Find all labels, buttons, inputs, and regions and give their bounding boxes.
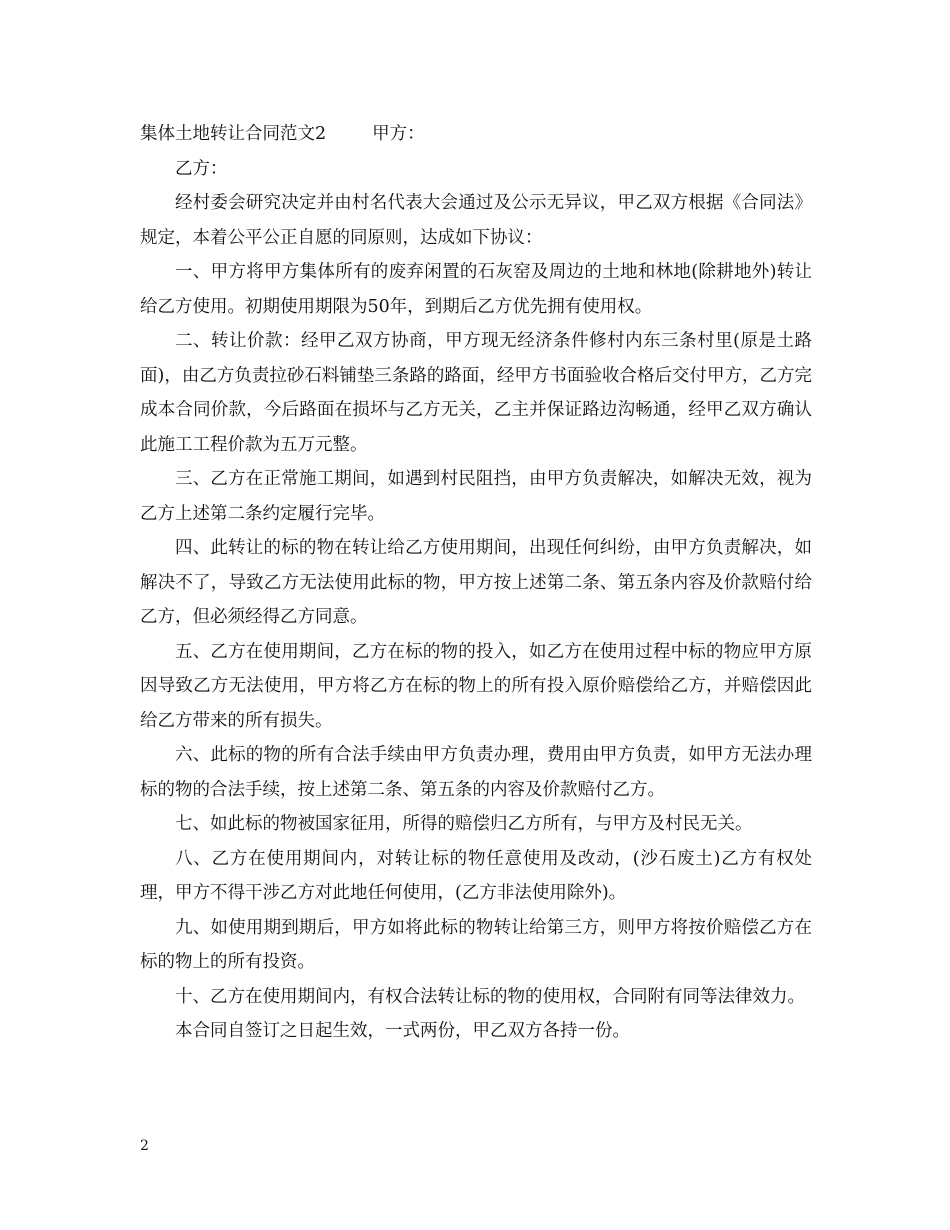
party-a-label: 甲方： (372, 124, 425, 144)
title-line (140, 117, 812, 152)
clause-2: 二、转让价款：经甲乙双方协商，甲方现无经济条件修村内东三条村里(原是土路面)，由乙方负责拉砂石料铺垫三条路的路面，经甲方书面验收合格后交付甲方，乙方完成本合同价款，今后路面在损坏与乙方无关，乙主并保证路边沟畅通，经甲乙双方确认此施工工程价款为五万元整。 (140, 331, 812, 455)
clause-7: 七、如此标的物被国家征用，所得的赔偿归乙方所有，与甲方及村民无关。 (175, 814, 753, 834)
preamble-paragraph: 经村委会研究决定并由村名代表大会通过及公示无异议，甲乙双方根据《合同法》规定，本着公平公正自愿的同原则，达成如下协议： (140, 193, 812, 248)
page-number: 2 (140, 1138, 149, 1154)
clause-4: 四、此转让的标的物在转让给乙方使用期间，出现任何纠纷，由甲方负责解决，如解决不了，导致乙方无法使用此标的物，甲方按上述第二条、第五条内容及价款赔付给乙方，但必须经得乙方同意。 (140, 538, 812, 627)
party-b-label: 乙方： (175, 158, 228, 179)
clause-9: 九、如使用期到期后，甲方如将此标的物转让给第三方，则甲方将按价赔偿乙方在标的物上的所有投资。 (140, 917, 812, 972)
clause-10: 十、乙方在使用期间内，有权合法转让标的物的使用权，合同附有同等法律效力。 (175, 986, 805, 1007)
clause-1: 一、甲方将甲方集体所有的废弃闲置的石灰窑及周边的土地和林地(除耕地外)转让给乙方使用。初期使用期限为50年，到期后乙方优先拥有使用权。 (140, 262, 812, 317)
closing-paragraph: 本合同自签订之日起生效，一式两份，甲乙双方各持一份。 (175, 1021, 630, 1041)
clause-8: 八、乙方在使用期间内，对转让标的物任意使用及改动，(沙石废土)乙方有权处理，甲方不得干涉乙方对此地任何使用，(乙方非法使用除外)。 (140, 848, 812, 903)
clause-5: 五、乙方在使用期间，乙方在标的物的投入，如乙方在使用过程中标的物应甲方原因导致乙方无法使用，甲方将乙方在标的物上的所有投入原价赔偿给乙方，并赔偿因此给乙方带来的所有损失。 (140, 641, 812, 731)
clause-3: 三、乙方在正常施工期间，如遇到村民阻挡，由甲方负责解决，如解决无效，视为乙方上述第二条约定履行完毕。 (140, 469, 812, 524)
clause-6: 六、此标的物的所有合法手续由甲方负责办理，费用由甲方负责，如甲方无法办理标的物的合法手续，按上述第二条、第五条的内容及价款赔付乙方。 (140, 745, 812, 800)
document-title: 集体土地转让合同范文2 (140, 124, 327, 144)
document-body (140, 117, 812, 1049)
